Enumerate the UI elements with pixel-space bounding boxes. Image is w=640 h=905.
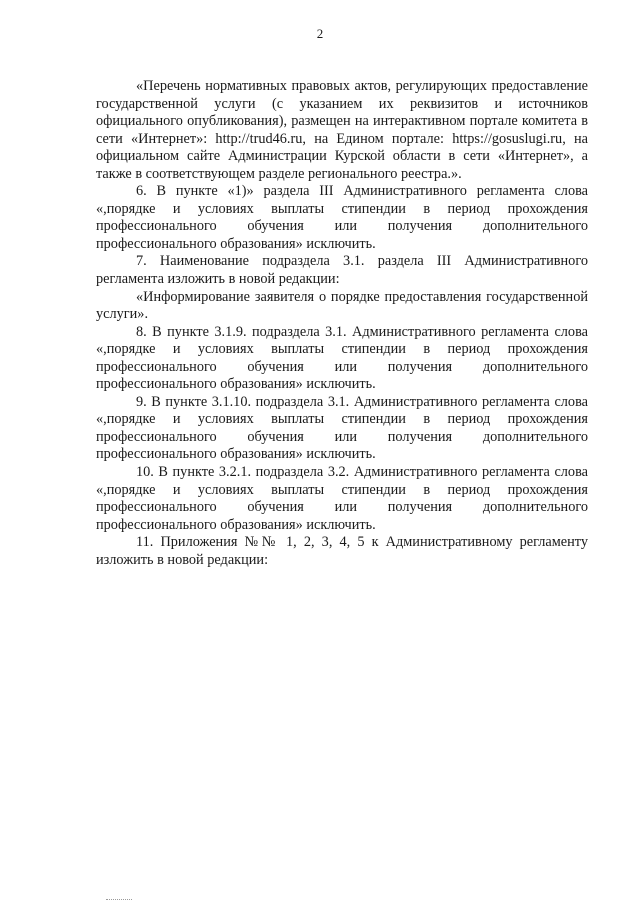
paragraph-item-7-new-title: «Информирование заявителя о порядке предоставления государственной услуги». [96,288,588,323]
paragraph-item-8: 8. В пункте 3.1.9. подраздела 3.1. Административного регламента слова «,порядке и условиях выплаты стипендии в период прохождения профессионального обучения или получения дополнительного профессионального образования» исключить. [96,323,588,393]
page-number: 2 [316,26,324,41]
paragraph-item-9: 9. В пункте 3.1.10. подраздела 3.1. Административного регламента слова «,порядке и условиях выплаты стипендии в период прохождения профессионального обучения или получения дополнительного профессионального образования» исключить. [96,393,588,463]
paragraph-item-11: 11. Приложения №№ 1, 2, 3, 4, 5 к Административному регламенту изложить в новой редакции: [96,534,588,568]
paragraph-item-6: 6. В пункте «1)» раздела III Административного регламента слова «,порядке и условиях выплаты стипендии в период прохождения профессионального обучения или получения дополнительного профессионального образования» исключить. [96,183,588,252]
scan-artifact-mark [106,899,132,902]
paragraph-item-10: 10. В пункте 3.2.1. подраздела 3.2. Административного регламента слова «,порядке и условиях выплаты стипендии в период прохождения профессионального обучения или получения дополнительного профессионального образования» исключить. [96,464,588,533]
paragraph-item-7: 7. Наименование подраздела 3.1. раздела III Административного регламента изложить в новой редакции: [96,253,588,288]
document-body [96,78,588,569]
paragraph-regulations-list: «Перечень нормативных правовых актов, регулирующих предоставление государственной услуги (с указанием их реквизитов и источников официального опубликования), размещен на интерактивном портале комитета в сети «Интернет»: http://trud46.ru, на Едином портале: https://gosuslugi.ru, на официальном сайте Администрации Курской области в сети «Интернет», а также в соответствующем разделе регионального реестра.». [96,78,588,182]
